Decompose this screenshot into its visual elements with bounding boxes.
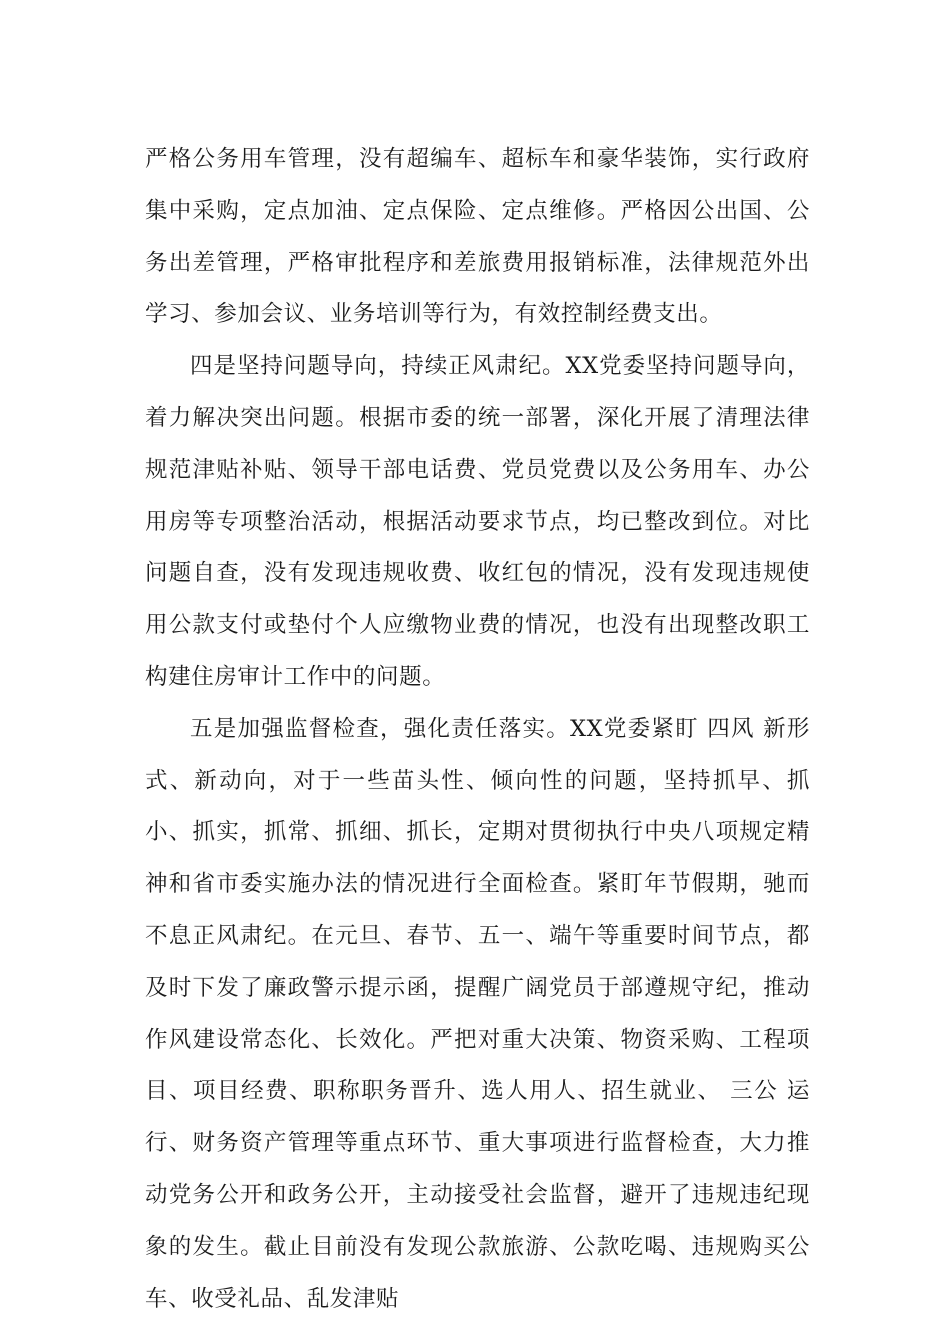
paragraph-vehicle-management: 严格公务用车管理，没有超编车、超标车和豪华装饰，实行政府集中采购，定点加油、定点保险、定点维修。严格因公出国、公务出差管理，严格审批程序和差旅费用报销标准，法律规范外出学习、参加会议、业务培训等行为，有效控制经费支出。: [145, 146, 810, 328]
document-body: [145, 134, 810, 1325]
paragraph-problem-oriented: 四是坚持问题导向，持续正风肃纪。XX党委坚持问题导向，着力解决突出问题。根据市委的统一部署，深化开展了清理法律规范津贴补贴、领导干部电话费、党员党费以及公务用车、办公用房等专项整治活动，根据活动要求节点，均已整改到位。对比问题自查，没有发现违规收费、收红包的情况，没有发现违规使用公款支付或垫付个人应缴物业费的情况，也没有出现整改职工构建住房审计工作中的问题。: [145, 353, 810, 690]
paragraph-supervision-inspection: 五是加强监督检查，强化责任落实。XX党委紧盯 四风 新形式、新动向，对于一些苗头性、倾向性的问题，坚持抓早、抓小、抓实，抓常、抓细、抓长，定期对贯彻执行中央八项规定精神和省市委实施办法的情况进行全面检查。紧盯年节假期，驰而不息正风肃纪。在元旦、春节、五一、端午等重要时间节点，都及时下发了廉政警示提示函，提醒广阔党员于部遵规守纪，推动作风建设常态化、长效化。严把对重大决策、物资采购、工程项目、项目经费、职称职务晋升、选人用人、招生就业、 三公 运行、财务资产管理等重点环节、重大事项进行监督检查，大力推动党务公开和政务公开，主动接受社会监督，避开了违规违纪现象的发生。截止目前没有发现公款旅游、公款吃喝、违规购买公车、收受礼品、乱发津贴: [145, 715, 810, 1312]
